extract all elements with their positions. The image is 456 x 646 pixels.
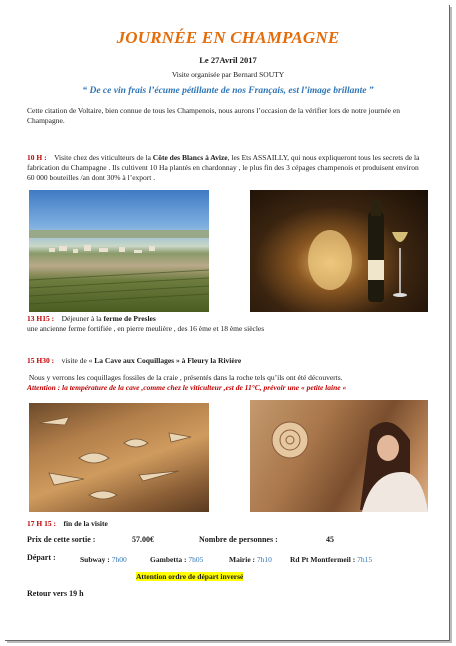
fossil-shells-photo xyxy=(29,403,209,512)
stop-4-text: fin de la visite xyxy=(63,519,108,528)
stop-3-attention: Attention : la température de la cave ,comme chez le viticulteur ,est de 11°C, prévoir une « petite laine « xyxy=(27,383,347,392)
stop-3-text-a: visite de « xyxy=(61,356,95,365)
stop-1-time: 10 H : xyxy=(27,153,47,162)
stop-2-place: ferme de Presles xyxy=(103,314,156,323)
vineyard-photo xyxy=(29,190,209,312)
stop-2-time: 13 H15 : xyxy=(27,314,55,323)
stop-1-place: Côte des Blancs à Avize xyxy=(152,153,228,162)
page-title: JOURNÉE EN CHAMPAGNE xyxy=(116,28,340,47)
stop-3-text-b: » à Fleury la Rivière xyxy=(174,356,242,365)
stop-3-desc: Nous y verrons les coquillages fossiles de la craie , présentés dans la roche tels qu’ils ont été découverts. xyxy=(28,373,343,382)
voltaire-quote: “ De ce vin frais l’écume pétillante de nos Français, est l’image brillante ” xyxy=(82,86,374,96)
stop-1-text-b: , les Ets ASSAILLY, qui nous expliqueront tous les secrets de la fabrication du Champagne . Ils cultivent 10 Ha plantés en chardonnay , le plus fin des 3 cépages champenois et produisent environ 60 000 bouteilles /an dont 30% à l’export . xyxy=(27,153,420,182)
cave-visitor-photo xyxy=(250,400,428,512)
stop-2-text-a: Déjeuner à la xyxy=(61,314,104,323)
stop-4-time: 17 H 15 : xyxy=(27,519,56,528)
stop-1-text-a: Visite chez des viticulteurs de la xyxy=(54,153,153,162)
stop-2-desc: une ancienne ferme fortifiée , en pierre meulière , des 16 ème et 18 ème siècles xyxy=(27,324,265,333)
stop-3-details xyxy=(27,373,437,393)
departure-montfermeil: Rd Pt Montfermeil : 7h15 xyxy=(290,555,373,564)
stop-3-place: La Cave aux Coquillages xyxy=(94,356,175,365)
stop-4 xyxy=(27,519,427,529)
departure-label: Départ : xyxy=(27,553,56,562)
event-date: Le 27Avril 2017 xyxy=(199,55,257,65)
intro-paragraph: Cette citation de Voltaire, bien connue de tous les Champenois, nous aurons l’occasion de la vérifier lors de notre journée en Champagne. xyxy=(27,106,400,125)
departure-gambetta: Gambetta : 7h05 xyxy=(150,555,204,564)
cellar-bottle-photo xyxy=(250,190,428,312)
stop-3 xyxy=(27,356,427,366)
stop-3-time: 15 H30 : xyxy=(27,356,55,365)
return-time: Retour vers 19 h xyxy=(27,589,84,598)
departure-subway: Subway : 7h00 xyxy=(80,555,127,564)
price-label: Prix de cette sortie : xyxy=(27,535,96,544)
organizer-line: Visite organisée par Bernard SOUTY xyxy=(171,70,285,79)
persons-value: 45 xyxy=(326,535,334,544)
persons-label: Nombre de personnes : xyxy=(199,535,278,544)
stop-1 xyxy=(27,153,427,183)
departure-mairie: Mairie : 7h10 xyxy=(229,555,272,564)
departure-note: Attention ordre de départ inversé xyxy=(136,572,244,581)
stop-2 xyxy=(27,314,427,334)
price-value: 57.00€ xyxy=(132,535,154,544)
